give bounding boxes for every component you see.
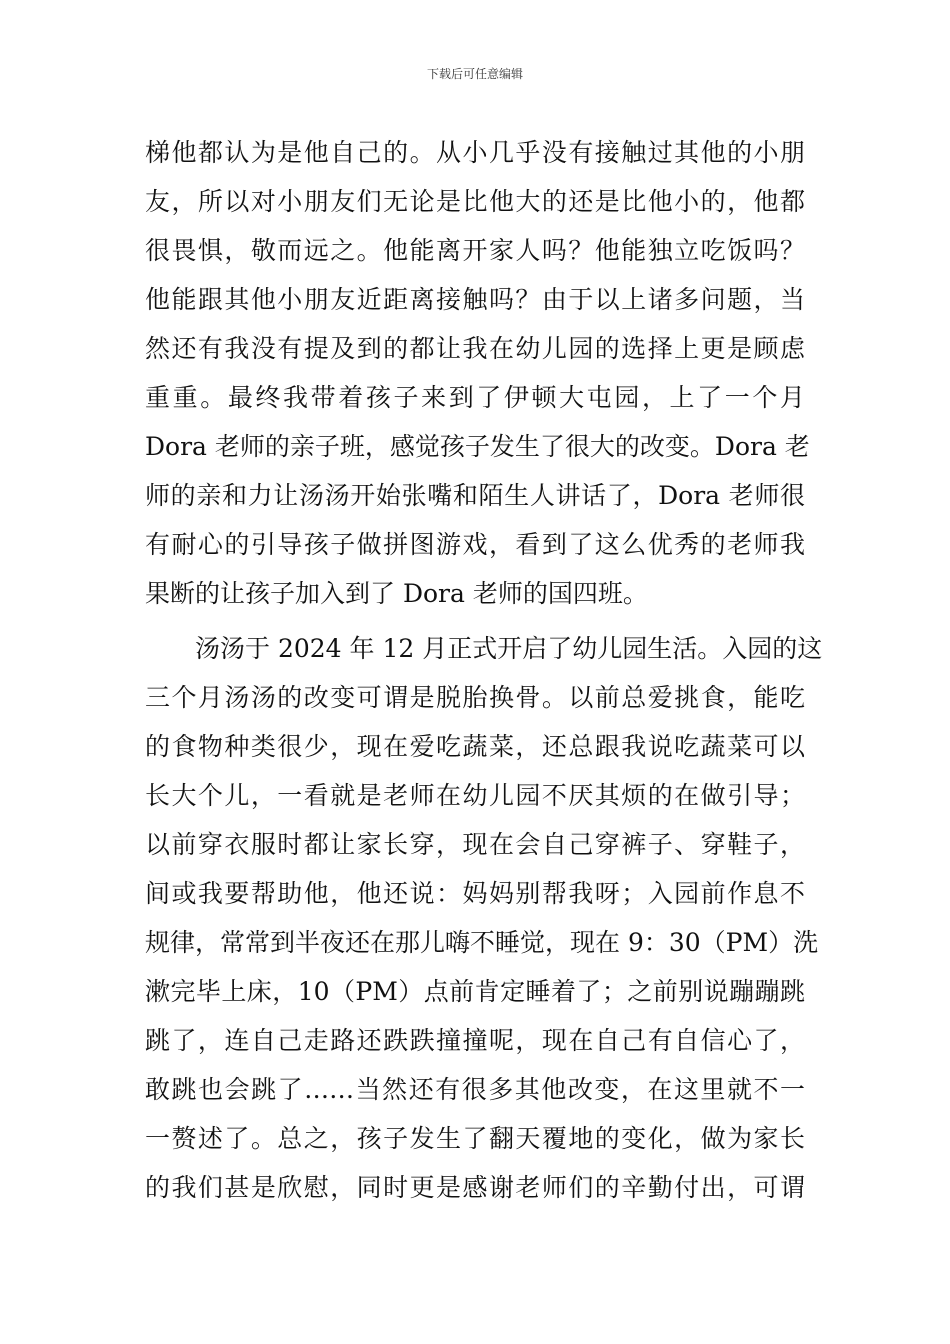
text-line: 很畏惧，敬而远之。他能离开家人吗？他能独立吃饭吗？	[145, 236, 805, 265]
text-line: 重重。最终我带着孩子来到了伊顿大屯园，上了一个月	[145, 383, 805, 412]
text-line: 他能跟其他小朋友近距离接触吗？由于以上诸多问题，当	[145, 285, 805, 314]
text-line: 师的亲和力让汤汤开始张嘴和陌生人讲话了，Dora 老师很	[145, 481, 805, 510]
text-line: Dora 老师的亲子班，感觉孩子发生了很大的改变。Dora 老	[145, 432, 810, 461]
text-line: 规律，常常到半夜还在那儿嗨不睡觉，现在 9：30（PM）洗	[145, 928, 819, 957]
text-line: 以前穿衣服时都让家长穿，现在会自己穿裤子、穿鞋子，	[145, 830, 805, 859]
text-line: 三个月汤汤的改变可谓是脱胎换骨。以前总爱挑食，能吃	[145, 683, 805, 712]
text-line: 汤汤于 2024 年 12 月正式开启了幼儿园生活。入园的这	[195, 634, 823, 663]
page-header: 下载后可任意编辑	[426, 67, 523, 81]
text-line: 的我们甚是欣慰，同时更是感谢老师们的辛勤付出，可谓	[145, 1173, 805, 1202]
text-line: 间或我要帮助他，他还说：妈妈别帮我呀；入园前作息不	[145, 879, 805, 908]
paragraph-2	[145, 624, 823, 1212]
text-line: 有耐心的引导孩子做拼图游戏，看到了这么优秀的老师我	[145, 530, 805, 559]
text-line: 一赘述了。总之，孩子发生了翻天覆地的变化，做为家长	[145, 1124, 805, 1153]
text-line: 果断的让孩子加入到了 Dora 老师的国四班。	[145, 579, 648, 608]
text-line: 友，所以对小朋友们无论是比他大的还是比他小的，他都	[145, 187, 805, 216]
text-line: 的食物种类很少，现在爱吃蔬菜，还总跟我说吃蔬菜可以	[145, 732, 805, 761]
text-line: 跳了，连自己走路还跌跌撞撞呢，现在自己有自信心了，	[145, 1026, 805, 1055]
text-line: 然还有我没有提及到的都让我在幼儿园的选择上更是顾虑	[145, 334, 805, 363]
text-line: 长大个儿，一看就是老师在幼儿园不厌其烦的在做引导；	[145, 781, 805, 810]
paragraph-1	[145, 128, 810, 618]
text-line: 敢跳也会跳了……当然还有很多其他改变，在这里就不一	[145, 1075, 805, 1104]
text-line: 漱完毕上床，10（PM）点前肯定睡着了；之前别说蹦蹦跳	[145, 977, 805, 1006]
text-line: 梯他都认为是他自己的。从小几乎没有接触过其他的小朋	[145, 138, 805, 167]
